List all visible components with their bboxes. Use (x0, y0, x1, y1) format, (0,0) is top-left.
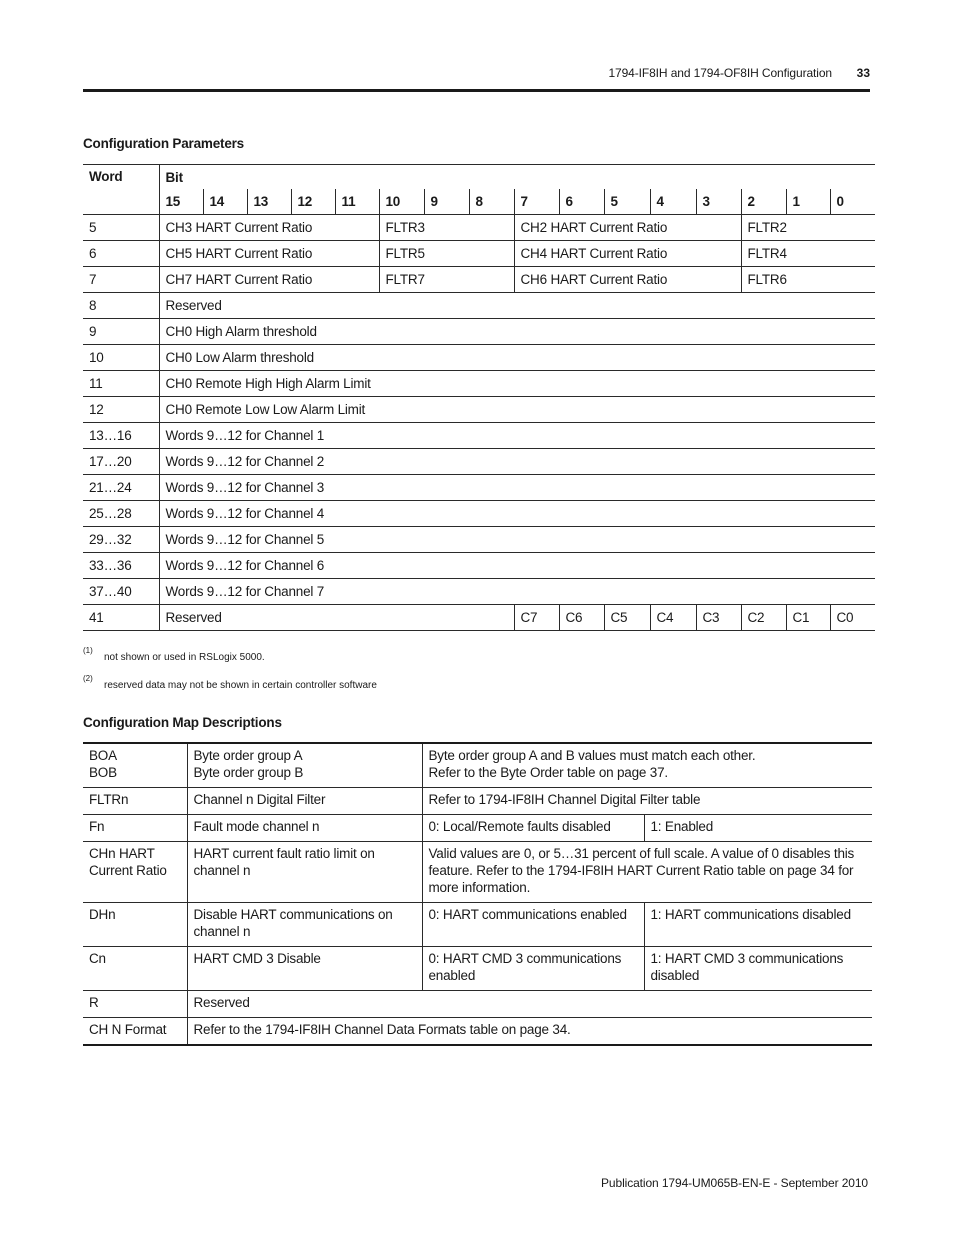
word-number: 21…24 (83, 475, 159, 501)
table-row (83, 903, 872, 947)
field-filter: FLTR2 (741, 215, 875, 241)
word-description: CH0 Low Alarm threshold (159, 345, 875, 371)
table-row (83, 397, 875, 423)
header-rule (83, 89, 870, 92)
field-hart-ratio: CH3 HART Current Ratio (159, 215, 379, 241)
table-row (83, 449, 875, 475)
map-value-0: 0: Local/Remote faults disabled (422, 815, 644, 842)
bit-number-header: 10 (379, 189, 424, 215)
field-hart-ratio: CH7 HART Current Ratio (159, 267, 379, 293)
bit-label: C4 (650, 605, 696, 631)
field-hart-ratio: CH2 HART Current Ratio (514, 215, 741, 241)
field-filter: FLTR5 (379, 241, 514, 267)
footnote-mark: (1) (83, 646, 93, 655)
bit-label: C0 (830, 605, 875, 631)
map-code: Cn (83, 947, 187, 991)
table-row (83, 345, 875, 371)
word-description: CH0 Remote High High Alarm Limit (159, 371, 875, 397)
bit-number-header: 3 (696, 189, 741, 215)
map-name: Channel n Digital Filter (187, 788, 422, 815)
table-row (83, 1018, 872, 1046)
bit-number-header: 4 (650, 189, 696, 215)
bit-number-header: 15 (159, 189, 203, 215)
word-number: 17…20 (83, 449, 159, 475)
table-row (83, 947, 872, 991)
map-name: Fault mode channel n (187, 815, 422, 842)
bit-number-header: 9 (424, 189, 469, 215)
footnote-text: reserved data may not be shown in certain controller software (104, 680, 377, 691)
publication-footer: Publication 1794-UM065B-EN-E - September 2010 (601, 1176, 868, 1190)
bit-number-header: 0 (830, 189, 875, 215)
map-description: Valid values are 0, or 5…31 percent of full scale. A value of 0 disables this feature. Refer to the 1794-IF8IH HART Current Ratio table on page 34 for more information. (422, 842, 872, 903)
table-row (83, 788, 872, 815)
word-number: 25…28 (83, 501, 159, 527)
table-row (83, 579, 875, 605)
footnote (83, 646, 265, 666)
map-descriptions-title: Configuration Map Descriptions (83, 715, 282, 730)
table-row (83, 319, 875, 345)
bit-number-header: 2 (741, 189, 786, 215)
map-descriptions-table (83, 742, 872, 1046)
word-column-header: Word (83, 165, 159, 215)
page-header (83, 62, 870, 88)
table-row (83, 842, 872, 903)
word-description: Words 9…12 for Channel 4 (159, 501, 875, 527)
word-description: Reserved (159, 605, 514, 631)
table-row (83, 267, 875, 293)
table-row (83, 605, 875, 631)
footnote (83, 674, 377, 694)
map-name: Byte order group A Byte order group B (187, 743, 422, 788)
word-description: Words 9…12 for Channel 3 (159, 475, 875, 501)
table-row (83, 743, 872, 788)
bit-label: C6 (559, 605, 604, 631)
map-code: R (83, 991, 187, 1018)
table-row (83, 991, 872, 1018)
map-description: Byte order group A and B values must match each other. Refer to the Byte Order table on page 37. (422, 743, 872, 788)
map-value-1: 1: HART CMD 3 communications disabled (644, 947, 872, 991)
word-description: Words 9…12 for Channel 5 (159, 527, 875, 553)
word-number: 7 (83, 267, 159, 293)
bit-label: C3 (696, 605, 741, 631)
page-number: 33 (856, 66, 870, 80)
word-number: 6 (83, 241, 159, 267)
map-value-0: 0: HART communications enabled (422, 903, 644, 947)
bit-number-header: 11 (335, 189, 379, 215)
map-code: BOA BOB (83, 743, 187, 788)
word-number: 5 (83, 215, 159, 241)
bit-number-header: 8 (469, 189, 514, 215)
word-number: 10 (83, 345, 159, 371)
map-description: Refer to 1794-IF8IH Channel Digital Filter table (422, 788, 872, 815)
word-description: Words 9…12 for Channel 1 (159, 423, 875, 449)
config-parameters-table (83, 164, 875, 631)
table-row (83, 371, 875, 397)
field-hart-ratio: CH5 HART Current Ratio (159, 241, 379, 267)
table-row (83, 553, 875, 579)
config-parameters-title: Configuration Parameters (83, 136, 244, 151)
bit-number-header: 14 (203, 189, 247, 215)
word-number: 33…36 (83, 553, 159, 579)
table-row (83, 475, 875, 501)
map-value-1: 1: HART communications disabled (644, 903, 872, 947)
bit-label: C1 (786, 605, 830, 631)
map-name: Disable HART communications on channel n (187, 903, 422, 947)
bit-number-header: 5 (604, 189, 650, 215)
word-number: 13…16 (83, 423, 159, 449)
word-description: CH0 High Alarm threshold (159, 319, 875, 345)
word-number: 41 (83, 605, 159, 631)
table-row (83, 241, 875, 267)
map-name: HART current fault ratio limit on channel n (187, 842, 422, 903)
bit-column-header: Bit (159, 165, 875, 190)
bit-label: C5 (604, 605, 650, 631)
map-description: Reserved (187, 991, 872, 1018)
bit-number-header: 13 (247, 189, 291, 215)
word-number: 29…32 (83, 527, 159, 553)
footnote-text: not shown or used in RSLogix 5000. (104, 652, 265, 663)
bit-number-header: 6 (559, 189, 604, 215)
word-number: 12 (83, 397, 159, 423)
map-name: HART CMD 3 Disable (187, 947, 422, 991)
bit-number-header: 1 (786, 189, 830, 215)
word-description: Reserved (159, 293, 875, 319)
map-value-1: 1: Enabled (644, 815, 872, 842)
footnote-mark: (2) (83, 674, 93, 683)
word-description: CH0 Remote Low Low Alarm Limit (159, 397, 875, 423)
map-code: CHn HART Current Ratio (83, 842, 187, 903)
field-filter: FLTR4 (741, 241, 875, 267)
map-code: FLTRn (83, 788, 187, 815)
table-row (83, 501, 875, 527)
field-hart-ratio: CH4 HART Current Ratio (514, 241, 741, 267)
table-row (83, 815, 872, 842)
header-title: 1794-IF8IH and 1794-OF8IH Configuration (608, 66, 832, 80)
word-number: 9 (83, 319, 159, 345)
field-filter: FLTR7 (379, 267, 514, 293)
map-description: Refer to the 1794-IF8IH Channel Data Formats table on page 34. (187, 1018, 872, 1046)
map-code: DHn (83, 903, 187, 947)
bit-number-header: 12 (291, 189, 335, 215)
table-row (83, 527, 875, 553)
word-number: 11 (83, 371, 159, 397)
table-row (83, 215, 875, 241)
field-filter: FLTR6 (741, 267, 875, 293)
field-hart-ratio: CH6 HART Current Ratio (514, 267, 741, 293)
word-description: Words 9…12 for Channel 2 (159, 449, 875, 475)
bit-number-header: 7 (514, 189, 559, 215)
table-row (83, 293, 875, 319)
bit-label: C2 (741, 605, 786, 631)
field-filter: FLTR3 (379, 215, 514, 241)
map-code: CH N Format (83, 1018, 187, 1046)
word-number: 8 (83, 293, 159, 319)
map-value-0: 0: HART CMD 3 communications enabled (422, 947, 644, 991)
map-code: Fn (83, 815, 187, 842)
table-row (83, 423, 875, 449)
word-number: 37…40 (83, 579, 159, 605)
word-description: Words 9…12 for Channel 7 (159, 579, 875, 605)
word-description: Words 9…12 for Channel 6 (159, 553, 875, 579)
bit-label: C7 (514, 605, 559, 631)
